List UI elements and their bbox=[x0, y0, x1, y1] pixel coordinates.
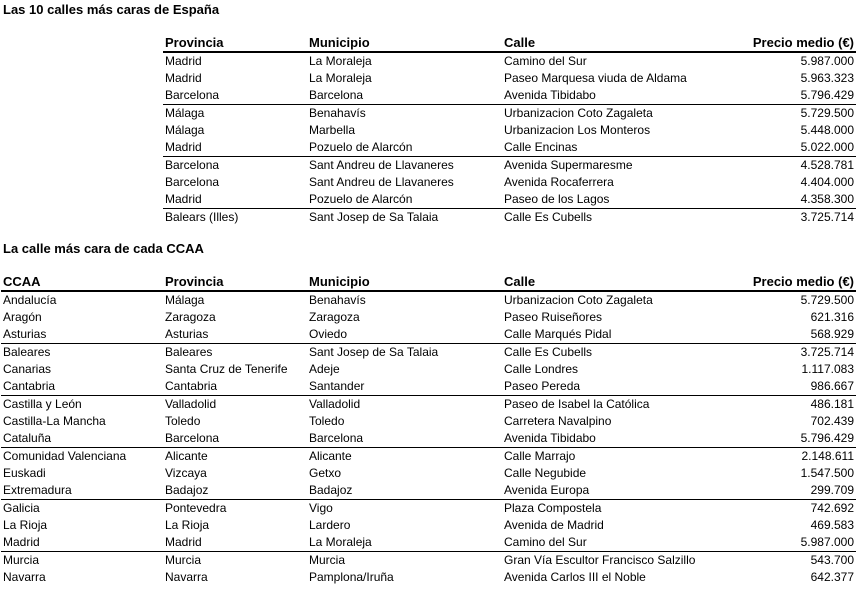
calle-cell: Paseo Pereda bbox=[504, 379, 581, 393]
table-row bbox=[163, 209, 856, 227]
precio-cell: 1.547.500 bbox=[800, 466, 854, 480]
calle-cell: Paseo de los Lagos bbox=[504, 192, 610, 206]
provincia-cell: Barcelona bbox=[165, 431, 220, 445]
municipio-cell: Badajoz bbox=[309, 483, 353, 497]
calle-cell: Paseo Marquesa viuda de Aldama bbox=[504, 71, 687, 85]
ccaa-cell: Cantabria bbox=[3, 379, 56, 393]
municipio-cell: Vigo bbox=[307, 500, 502, 518]
calle-cell: Urbanizacion Los Monteros bbox=[504, 123, 651, 137]
municipio-cell: Adeje bbox=[309, 362, 340, 376]
calle-cell: Calle Encinas bbox=[504, 140, 578, 154]
calle-cell: Avenida Carlos III el Noble bbox=[504, 570, 646, 584]
col-header-ccaa: CCAA bbox=[1, 273, 163, 291]
ccaa-cell: Baleares bbox=[1, 344, 163, 362]
calle-cell: Avenida de Madrid bbox=[504, 518, 604, 532]
precio-cell: 742.692 bbox=[747, 500, 856, 518]
municipio-cell: Barcelona bbox=[309, 431, 364, 445]
table-row bbox=[163, 174, 856, 191]
calle-cell: Camino del Sur bbox=[504, 535, 587, 549]
table-row bbox=[1, 361, 856, 378]
provincia-cell: Toledo bbox=[165, 414, 201, 428]
calle-cell: Avenida Supermaresme bbox=[502, 157, 747, 175]
precio-cell: 568.929 bbox=[810, 327, 854, 341]
precio-cell: 5.729.500 bbox=[800, 293, 854, 307]
provincia-cell: Zaragoza bbox=[165, 310, 216, 324]
precio-cell: 5.987.000 bbox=[800, 535, 854, 549]
table-row bbox=[1, 482, 856, 500]
precio-cell: 3.725.714 bbox=[747, 209, 856, 227]
precio-cell: 621.316 bbox=[810, 310, 854, 324]
col-header-provincia: Provincia bbox=[163, 273, 307, 291]
ccaa-cell: Comunidad Valenciana bbox=[1, 448, 163, 466]
precio-cell: 1.117.083 bbox=[801, 362, 854, 376]
ccaa-cell: La Rioja bbox=[3, 518, 48, 532]
provincia-cell: Navarra bbox=[165, 570, 208, 584]
table-row bbox=[1, 326, 856, 344]
table-row bbox=[1, 309, 856, 326]
provincia-cell: La Rioja bbox=[165, 518, 210, 532]
municipio-cell: Zaragoza bbox=[309, 310, 360, 324]
municipio-cell: Pamplona/Iruña bbox=[309, 570, 394, 584]
provincia-cell: Málaga bbox=[163, 105, 307, 123]
ccaa-cell: Castilla-La Mancha bbox=[3, 414, 106, 428]
ccaa-cell: Euskadi bbox=[3, 466, 46, 480]
table-row bbox=[163, 191, 856, 209]
precio-cell: 543.700 bbox=[747, 552, 856, 570]
calle-cell: Plaza Compostela bbox=[502, 500, 747, 518]
top10-streets-table bbox=[163, 34, 856, 226]
precio-cell: 5.022.000 bbox=[800, 140, 854, 154]
municipio-cell: Oviedo bbox=[309, 327, 348, 341]
table-row bbox=[163, 52, 856, 70]
calle-cell: Calle Marrajo bbox=[502, 448, 747, 466]
table-row bbox=[1, 396, 856, 414]
ccaa-cell: Galicia bbox=[1, 500, 163, 518]
municipio-cell: Valladolid bbox=[307, 396, 502, 414]
municipio-cell: Sant Andreu de Llavaneres bbox=[309, 175, 454, 189]
municipio-cell: La Moraleja bbox=[309, 535, 372, 549]
provincia-cell: Alicante bbox=[163, 448, 307, 466]
provincia-cell: Barcelona bbox=[163, 157, 307, 175]
provincia-cell: Madrid bbox=[165, 535, 202, 549]
table-row bbox=[1, 430, 856, 448]
calle-cell: Avenida Tibidabo bbox=[504, 431, 596, 445]
provincia-cell: Santa Cruz de Tenerife bbox=[165, 362, 288, 376]
calle-cell: Calle Londres bbox=[504, 362, 579, 376]
table-row bbox=[163, 105, 856, 123]
provincia-cell: Madrid bbox=[165, 140, 202, 154]
precio-cell: 2.148.611 bbox=[747, 448, 856, 466]
precio-cell: 4.404.000 bbox=[800, 175, 854, 189]
calle-cell: Urbanizacion Coto Zagaleta bbox=[502, 105, 747, 123]
table-row bbox=[1, 344, 856, 362]
table-row bbox=[163, 87, 856, 105]
municipio-cell: Sant Josep de Sa Talaia bbox=[307, 209, 502, 227]
table-row bbox=[1, 517, 856, 534]
table-row bbox=[1, 569, 856, 586]
ccaa-cell: Madrid bbox=[3, 535, 40, 549]
precio-cell: 5.729.500 bbox=[747, 105, 856, 123]
municipio-cell: Getxo bbox=[309, 466, 342, 480]
municipio-cell: La Moraleja bbox=[309, 71, 372, 85]
precio-cell: 5.448.000 bbox=[800, 123, 854, 137]
precio-cell: 4.528.781 bbox=[747, 157, 856, 175]
precio-cell: 642.377 bbox=[810, 570, 854, 584]
provincia-cell: Pontevedra bbox=[163, 500, 307, 518]
ccaa-streets-table bbox=[1, 273, 856, 586]
precio-cell: 3.725.714 bbox=[747, 344, 856, 362]
provincia-cell: Murcia bbox=[163, 552, 307, 570]
municipio-cell: Benahavís bbox=[309, 293, 366, 307]
calle-cell: Calle Es Cubells bbox=[502, 344, 747, 362]
municipio-cell: Toledo bbox=[309, 414, 345, 428]
table-row bbox=[1, 465, 856, 482]
provincia-cell: Madrid bbox=[165, 71, 202, 85]
ccaa-cell: Asturias bbox=[3, 327, 47, 341]
municipio-cell: Murcia bbox=[307, 552, 502, 570]
municipio-cell: Pozuelo de Alarcón bbox=[309, 140, 413, 154]
precio-cell: 5.987.000 bbox=[800, 54, 854, 68]
table-row bbox=[1, 448, 856, 466]
ccaa-cell: Castilla y León bbox=[1, 396, 163, 414]
table2-title: La calle más cara de cada CCAA bbox=[3, 241, 204, 256]
municipio-cell: La Moraleja bbox=[309, 54, 372, 68]
col-header-provincia: Provincia bbox=[163, 34, 307, 52]
precio-cell: 702.439 bbox=[810, 414, 854, 428]
calle-cell: Avenida Europa bbox=[504, 483, 590, 497]
provincia-cell: Balears (Illes) bbox=[163, 209, 307, 227]
precio-cell: 4.358.300 bbox=[800, 192, 854, 206]
table-row bbox=[1, 552, 856, 570]
municipio-cell: Benahavís bbox=[307, 105, 502, 123]
calle-cell: Urbanizacion Coto Zagaleta bbox=[504, 293, 653, 307]
table-row bbox=[163, 139, 856, 157]
provincia-cell: Asturias bbox=[165, 327, 209, 341]
provincia-cell: Baleares bbox=[163, 344, 307, 362]
provincia-cell: Vizcaya bbox=[165, 466, 207, 480]
provincia-cell: Málaga bbox=[165, 293, 205, 307]
table-row bbox=[163, 122, 856, 139]
provincia-cell: Madrid bbox=[165, 192, 202, 206]
provincia-cell: Barcelona bbox=[165, 175, 220, 189]
ccaa-cell: Andalucía bbox=[3, 293, 57, 307]
ccaa-cell: Extremadura bbox=[3, 483, 72, 497]
precio-cell: 486.181 bbox=[747, 396, 856, 414]
precio-cell: 5.796.429 bbox=[800, 431, 854, 445]
col-header-calle: Calle bbox=[502, 273, 747, 291]
municipio-cell: Sant Josep de Sa Talaia bbox=[307, 344, 502, 362]
ccaa-cell: Aragón bbox=[3, 310, 42, 324]
precio-cell: 299.709 bbox=[810, 483, 854, 497]
municipio-cell: Sant Andreu de Llavaneres bbox=[307, 157, 502, 175]
municipio-cell: Lardero bbox=[309, 518, 351, 532]
calle-cell: Paseo Ruiseñores bbox=[504, 310, 603, 324]
provincia-cell: Valladolid bbox=[163, 396, 307, 414]
municipio-cell: Marbella bbox=[309, 123, 356, 137]
table-row bbox=[1, 378, 856, 396]
provincia-cell: Cantabria bbox=[165, 379, 218, 393]
municipio-cell: Alicante bbox=[307, 448, 502, 466]
table-row bbox=[1, 413, 856, 430]
calle-cell: Gran Vía Escultor Francisco Salzillo bbox=[502, 552, 747, 570]
table-header-row bbox=[1, 273, 856, 291]
table-row bbox=[163, 157, 856, 175]
table-row bbox=[163, 70, 856, 87]
ccaa-cell: Canarias bbox=[3, 362, 52, 376]
municipio-cell: Santander bbox=[309, 379, 365, 393]
calle-cell: Calle Marqués Pidal bbox=[504, 327, 612, 341]
provincia-cell: Barcelona bbox=[165, 88, 220, 102]
precio-cell: 469.583 bbox=[810, 518, 854, 532]
table-header-row bbox=[163, 34, 856, 52]
calle-cell: Calle Es Cubells bbox=[502, 209, 747, 227]
precio-cell: 5.963.323 bbox=[800, 71, 854, 85]
col-header-municipio: Municipio bbox=[307, 273, 502, 291]
provincia-cell: Málaga bbox=[165, 123, 205, 137]
table-row bbox=[1, 500, 856, 518]
col-header-precio: Precio medio (€) bbox=[747, 34, 856, 52]
col-header-calle: Calle bbox=[502, 34, 747, 52]
calle-cell: Paseo de Isabel la Católica bbox=[502, 396, 747, 414]
table-row bbox=[1, 291, 856, 309]
col-header-municipio: Municipio bbox=[307, 34, 502, 52]
calle-cell: Avenida Tibidabo bbox=[504, 88, 596, 102]
provincia-cell: Madrid bbox=[165, 54, 202, 68]
calle-cell: Carretera Navalpino bbox=[504, 414, 612, 428]
calle-cell: Calle Negubide bbox=[504, 466, 587, 480]
ccaa-cell: Murcia bbox=[1, 552, 163, 570]
table1-title: Las 10 calles más caras de España bbox=[3, 2, 220, 17]
municipio-cell: Pozuelo de Alarcón bbox=[309, 192, 413, 206]
calle-cell: Camino del Sur bbox=[504, 54, 587, 68]
precio-cell: 986.667 bbox=[810, 379, 854, 393]
ccaa-cell: Navarra bbox=[3, 570, 46, 584]
municipio-cell: Barcelona bbox=[309, 88, 364, 102]
col-header-precio: Precio medio (€) bbox=[747, 273, 856, 291]
provincia-cell: Badajoz bbox=[165, 483, 209, 497]
table-row bbox=[1, 534, 856, 552]
precio-cell: 5.796.429 bbox=[800, 88, 854, 102]
calle-cell: Avenida Rocaferrera bbox=[504, 175, 614, 189]
ccaa-cell: Cataluña bbox=[3, 431, 52, 445]
